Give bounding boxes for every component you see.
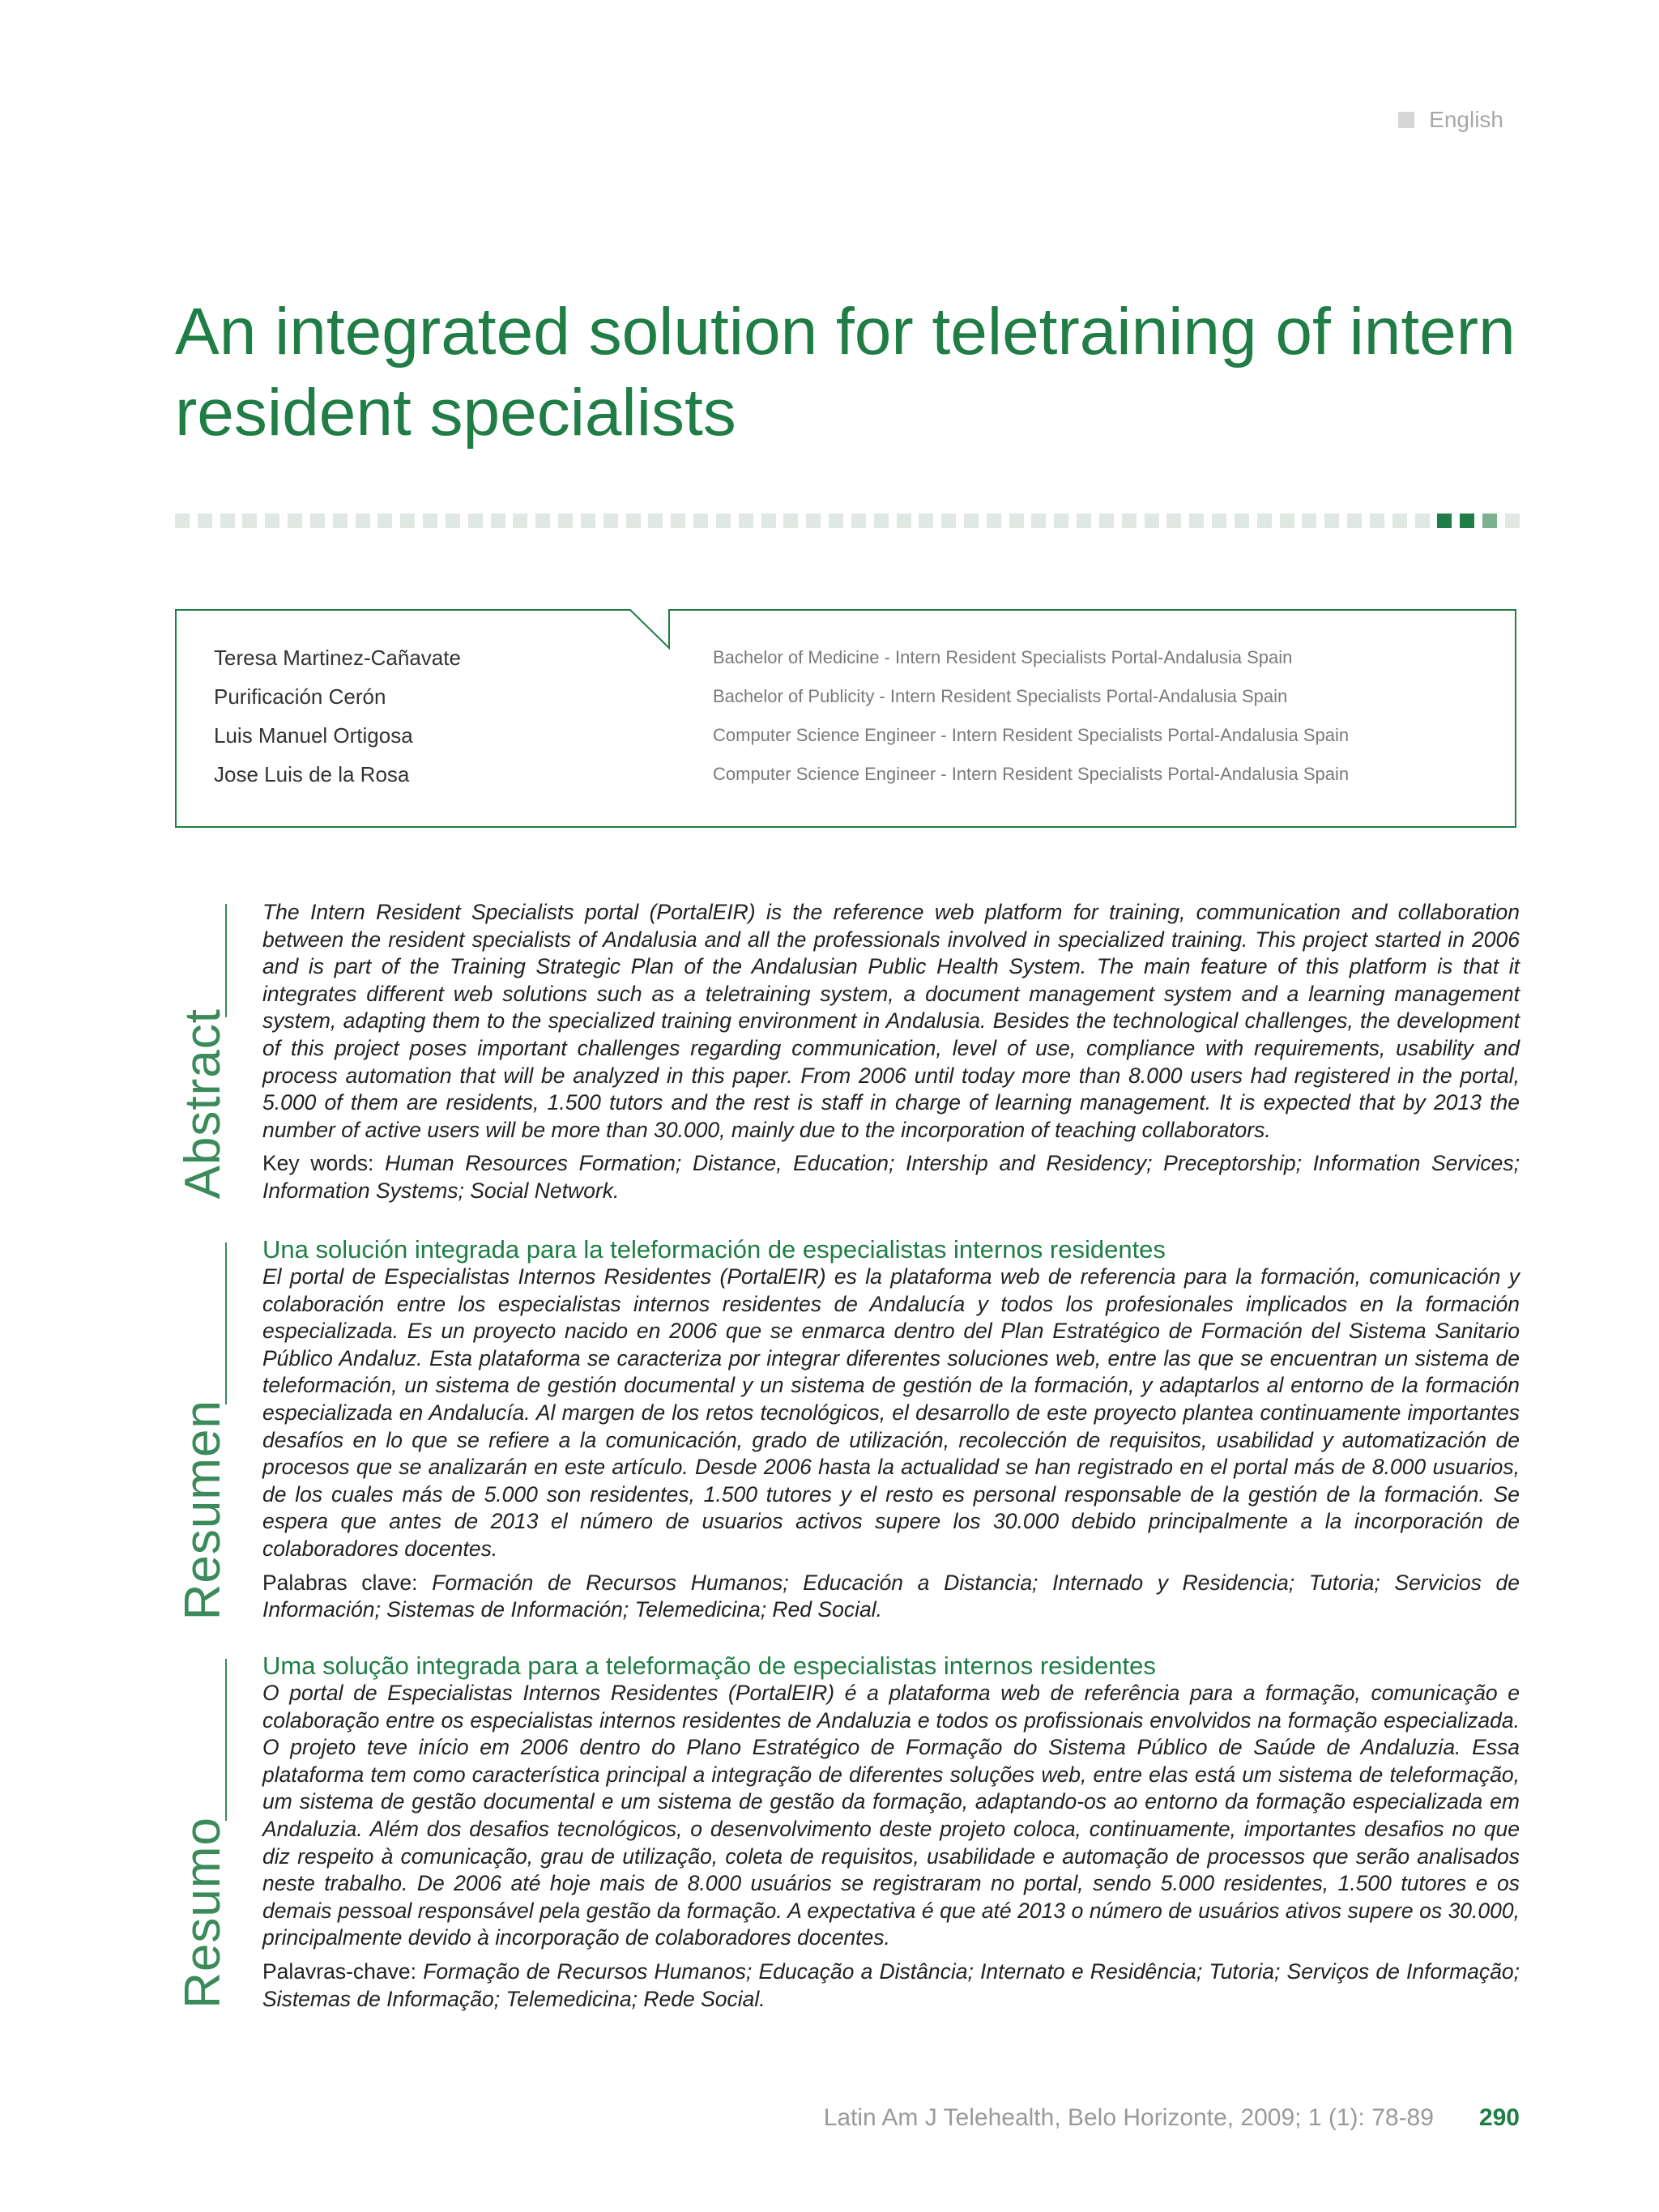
language-square-icon <box>1398 112 1414 128</box>
divider-square <box>1505 514 1520 528</box>
divider-square <box>919 514 933 528</box>
divider-square <box>1009 514 1024 528</box>
resumen-side-rule <box>225 1242 227 1404</box>
divider-square <box>1077 514 1091 528</box>
divider-square <box>242 514 257 528</box>
divider-square <box>1145 514 1159 528</box>
keywords-text: Formação de Recursos Humanos; Educação a Distância; Internato e Residência; Tutoria; Serviços de Informação; Sistemas de Informação; Telemedicina; Rede Social. <box>262 1958 1520 2011</box>
divider-square <box>333 514 348 528</box>
resumo-side-rule <box>225 1659 227 1821</box>
divider-square <box>987 514 1001 528</box>
author-affiliation: Computer Science Engineer - Intern Resident Specialists Portal-Andalusia Spain <box>713 764 1350 784</box>
divider-square <box>829 514 843 528</box>
language-label: English <box>1429 107 1503 132</box>
resumen-keywords <box>262 1570 1520 1624</box>
abstract-section <box>175 899 1520 1203</box>
divider-square <box>1122 514 1137 528</box>
divider-square <box>265 514 279 528</box>
abstract-keywords <box>262 1150 1520 1204</box>
divider-square <box>874 514 889 528</box>
resumen-section <box>175 1236 1520 1620</box>
divider-square <box>310 514 325 528</box>
authors-box <box>175 609 1516 828</box>
resumo-keywords <box>262 1958 1520 2013</box>
divider-square <box>783 514 798 528</box>
divider-square <box>1166 514 1181 528</box>
journal-citation: Latin Am J Telehealth, Belo Horizonte, 2009; 1 (1): 78-89 <box>823 2104 1434 2131</box>
divider-square <box>1280 514 1294 528</box>
resumo-side-label <box>175 1659 248 2009</box>
resumen-title: Una solución integrada para la teleformación de especialistas internos residentes <box>262 1235 1166 1264</box>
divider-square <box>288 514 302 528</box>
divider-square <box>941 514 956 528</box>
resumo-title: Uma solução integrada para a teleformação de especialistas internos residentes <box>262 1652 1156 1680</box>
divider-square <box>626 514 641 528</box>
divider-square <box>535 514 550 528</box>
keywords-label: Palavras-chave: <box>262 1958 417 1984</box>
author-names <box>214 638 461 794</box>
abstract-side-label <box>175 904 248 1199</box>
author-affiliation: Computer Science Engineer - Intern Resident Specialists Portal-Andalusia Spain <box>713 725 1350 745</box>
divider-square <box>897 514 911 528</box>
divider-square <box>1212 514 1226 528</box>
divider-square <box>1392 514 1407 528</box>
resumo-section <box>175 1652 1520 2009</box>
divider-square <box>400 514 415 528</box>
divider-square <box>220 514 235 528</box>
divider-square <box>1460 514 1474 528</box>
title-divider <box>175 514 1520 528</box>
divider-square <box>964 514 979 528</box>
divider-square <box>739 514 753 528</box>
resumo-body <box>262 1652 1520 2013</box>
divider-square <box>468 514 483 528</box>
keywords-text: Formación de Recursos Humanos; Educación a Distancia; Internado y Residencia; Tutoria; Servicios de Información; Sistemas de Información; Telemedicina; Red Social. <box>262 1570 1520 1622</box>
page-footer <box>824 2104 1520 2132</box>
divider-square <box>513 514 527 528</box>
divider-square <box>1302 514 1316 528</box>
divider-square <box>851 514 866 528</box>
resumo-text: O portal de Especialistas Internos Residentes (PortalEIR) é a plataforma web de referência para a formação, comunicação e colaboração entre os especialistas internos residentes de Andaluzia e todos os profissionais envolvidos na formação especializada. O projeto teve início em 2006 dentro do Plano Estratégico de Formação do Sistema Público de Saúde de Andaluzia. Essa plataforma tem como característica principal a integração de diferentes soluções web, entre elas está um sistema de teleformação, um sistema de gestão documental e um sistema de gestão da formação, adaptando-os ao entorno da formação especializada em Andaluzia. Além dos desafios tecnológicos, o desenvolvimento deste projeto coloca, continuamente, importantes desafios no que diz respeito à comunicação, grau de utilização, coleta de requisitos, usabilidade e automação de processos que serão analisados neste trabalho. De 2006 até hoje mais de 8.000 usuários se registraram no portal, sendo 5.000 residentes, 1.500 tutores e os demais pessoal responsável pela gestão da formação. A expectativa é que até 2013 o número de usuários ativos supere os 30.000, principalmente devido à incorporação de colaboradores docentes. <box>262 1681 1520 1950</box>
divider-square <box>1189 514 1204 528</box>
divider-square <box>423 514 437 528</box>
resumen-label: Resumen <box>175 1399 231 1620</box>
author-affiliation: Bachelor of Publicity - Intern Resident Specialists Portal-Andalusia Spain <box>713 686 1288 706</box>
divider-square <box>175 514 190 528</box>
abstract-text: The Intern Resident Specialists portal (PortalEIR) is the reference web platform for training, communication and collaboration between the resident specialists of Andalusia and all the professionals involved in specialized training. This project started in 2006 and is part of the Training Strategic Plan of the Andalusian Public Health System. The main feature of this platform is that it integrates different web solutions such as a teletraining system, a document management system and a learning management system, adapting them to the specialized training environment in Andalusia. Besides the technological challenges, the development of this project poses important challenges regarding communication, level of use, compliance with requirements, usability and process automation that will be analyzed in this paper. From 2006 until today more than 8.000 users had registered in the portal, 5.000 of them are residents, 1.500 tutors and the rest is staff in charge of learning management. It is expected that by 2013 the number of active users will be more than 30.000, mainly due to the incorporation of teaching collaborators. <box>262 900 1520 1142</box>
author-name: Luis Manuel Ortigosa <box>214 723 413 748</box>
divider-square <box>671 514 685 528</box>
abstract-body <box>262 899 1520 1205</box>
divider-square <box>1437 514 1452 528</box>
divider-square <box>377 514 392 528</box>
article-title: An integrated solution for teletraining of intern resident specialists <box>175 295 1516 450</box>
divider-square <box>1257 514 1272 528</box>
divider-square <box>1415 514 1430 528</box>
divider-square <box>1031 514 1046 528</box>
author-name: Teresa Martinez-Cañavate <box>214 646 461 670</box>
divider-square <box>491 514 505 528</box>
abstract-side-rule <box>225 904 227 1017</box>
abstract-label: Abstract <box>175 1008 231 1199</box>
resumo-label: Resumo <box>175 1817 231 2009</box>
divider-square <box>806 514 821 528</box>
author-affiliations <box>713 638 1349 794</box>
divider-square <box>1099 514 1114 528</box>
keywords-label: Palabras clave: <box>262 1570 418 1595</box>
divider-square <box>1482 514 1497 528</box>
divider-square <box>1347 514 1362 528</box>
author-name: Jose Luis de la Rosa <box>214 762 410 786</box>
page-number: 290 <box>1478 2104 1520 2131</box>
resumen-side-label <box>175 1242 248 1620</box>
resumen-text: El portal de Especialistas Internos Residentes (PortalEIR) es la plataforma web de referencia para la formación, comunicación y colaboración entre los especialistas internos residentes de Andalucía y todos los profesionales implicados en la formación especializada. Es un proyecto nacido en 2006 que se enmarca dentro del Plan Estratégico de Formación del Sistema Sanitario Público Andaluz. Esta plataforma se caracteriza por integrar diferentes soluciones web, entre las que se encuentran un sistema de teleformación, un sistema de gestión documental y un sistema de gestión de la formación, y adaptarlos al entorno de la formación especializada en Andalucía. Al margen de los retos tecnológicos, el desarrollo de este proyecto plantea continuamente importantes desafíos en lo que se refiere a la comunicación, grado de utilización, recolección de requisitos, usabilidad y automatización de procesos que se analizarán en este artículo. Desde 2006 hasta la actualidad se han registrado en el portal más de 8.000 usuarios, de los cuales más de 5.000 son residentes, 1.500 tutores y el resto es personal responsable de la gestión de la formación. Se espera que antes de 2013 el número de usuarios activos supere los 30.000 debido principalmente a la incorporación de colaboradores docentes. <box>262 1264 1520 1561</box>
divider-square <box>693 514 708 528</box>
author-affiliation: Bachelor of Medicine - Intern Resident Specialists Portal-Andalusia Spain <box>713 647 1293 667</box>
divider-square <box>581 514 595 528</box>
keywords-label: Key words: <box>262 1151 374 1176</box>
divider-square <box>648 514 663 528</box>
divider-square <box>603 514 618 528</box>
divider-square <box>761 514 776 528</box>
divider-square <box>558 514 573 528</box>
divider-square <box>1054 514 1068 528</box>
divider-square <box>1370 514 1384 528</box>
divider-square <box>446 514 460 528</box>
divider-square <box>356 514 370 528</box>
author-name: Purificación Cerón <box>214 684 386 709</box>
divider-square <box>1324 514 1339 528</box>
resumen-body <box>262 1236 1520 1624</box>
divider-square <box>198 514 212 528</box>
divider-square <box>716 514 731 528</box>
divider-square <box>1235 514 1249 528</box>
language-indicator <box>1398 107 1503 133</box>
keywords-text: Human Resources Formation; Distance, Education; Intership and Residency; Preceptorship; Information Services; Information Systems; Social Network. <box>262 1151 1520 1203</box>
